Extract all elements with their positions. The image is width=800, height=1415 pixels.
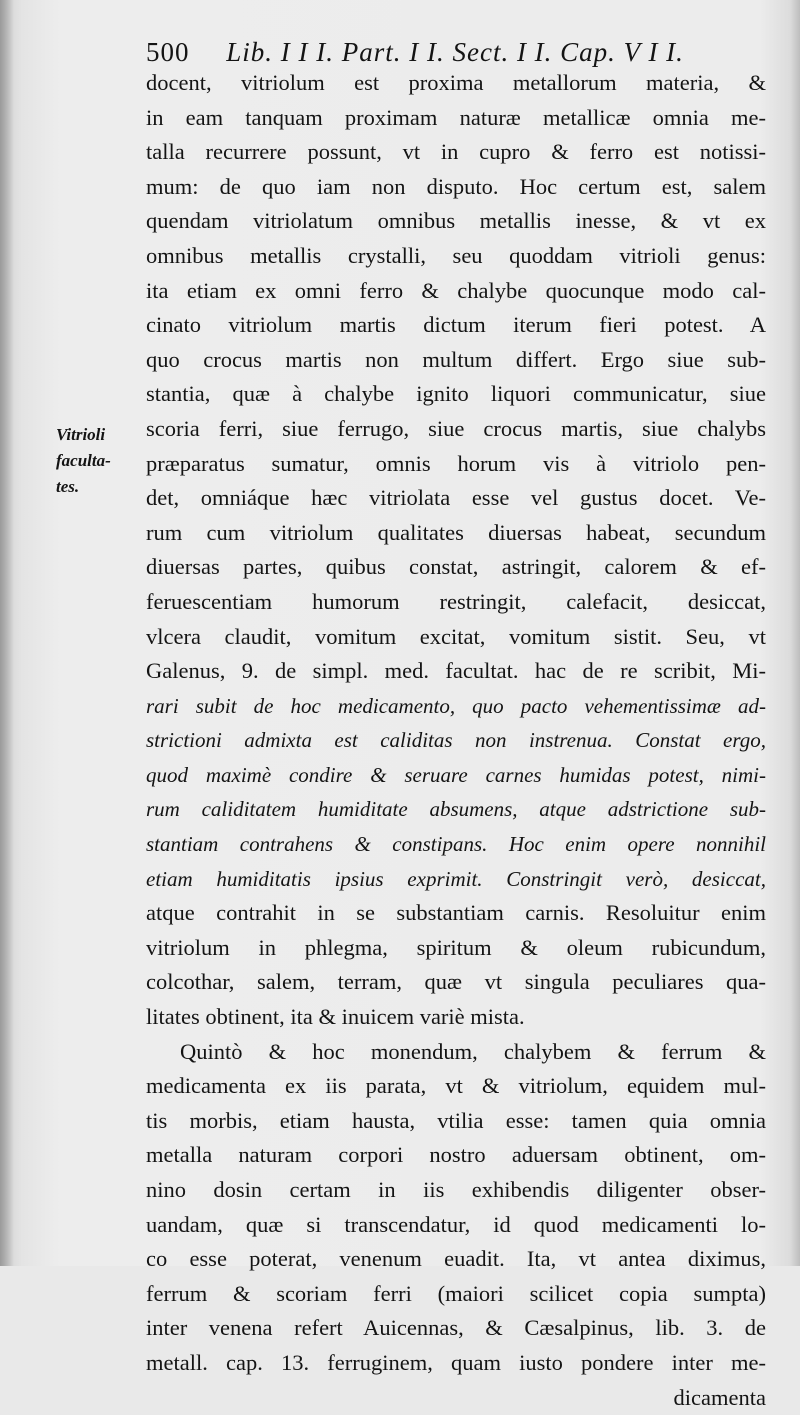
body-text: [146, 66, 766, 1415]
margin-note-line: Vitrioli: [56, 425, 106, 444]
text-line-italic: etiam humiditatis ipsius exprimit. Constringit verò, desiccat,: [146, 866, 766, 891]
margin-note: [56, 422, 146, 500]
text-line: in eam tanquam proximam naturæ metallicæ omnia me-: [146, 104, 766, 130]
paragraph-start-line: Quintò & hoc monendum, chalybem & ferrum &: [180, 1038, 766, 1064]
text-line: Galenus, 9. de simpl. med. facultat. hac de re scribit, Mi-: [146, 658, 766, 684]
text-line: litates obtinent, ita & inuicem variè mista.: [146, 1004, 525, 1030]
text-line: docent, vitriolum est proxima metallorum materia, &: [146, 70, 766, 95]
text-line: præparatus sumatur, omnis horum vis à vitriolo pen-: [146, 450, 766, 476]
text-line: metalla naturam corpori nostro aduersam obtinent, om-: [146, 1142, 766, 1168]
text-line: talla recurrere possunt, vt in cupro & ferro est notissi-: [146, 139, 766, 165]
text-line: diuersas partes, quibus constat, astringit, calorem & ef-: [146, 554, 766, 580]
page-gutter-shadow: [0, 0, 14, 1266]
text-line: tis morbis, etiam hausta, vtilia esse: tamen quia omnia: [146, 1107, 766, 1133]
text-line: atque contrahit in se substantiam carnis. Resoluitur enim: [146, 900, 766, 926]
margin-note-line: tes.: [56, 477, 80, 496]
text-line: inter venena refert Auicennas, & Cæsalpinus, lib. 3. de: [146, 1315, 766, 1341]
text-line-italic: rari subit de hoc medicamento, quo pacto vehementissimæ ad-: [146, 693, 766, 718]
text-line: mum: de quo iam non disputo. Hoc certum est, salem: [146, 173, 766, 199]
text-line-italic: quod maximè condire & seruare carnes humidas potest, nimi-: [146, 762, 766, 787]
text-line: stantia, quæ à chalybe ignito liquori communicatur, siue: [146, 381, 766, 407]
text-line: vitriolum in phlegma, spiritum & oleum rubicundum,: [146, 934, 766, 960]
text-line-italic: rum caliditatem humiditate absumens, atque adstrictione sub-: [146, 797, 766, 822]
text-line: rum cum vitriolum qualitates diuersas habeat, secundum: [146, 519, 766, 545]
catchword: dicamenta: [673, 1384, 766, 1410]
text-line: colcothar, salem, terram, quæ vt singula peculiares qua-: [146, 969, 766, 995]
margin-note-line: faculta-: [56, 451, 111, 470]
text-line: vlcera claudit, vomitum excitat, vomitum sistit. Seu, vt: [146, 623, 766, 649]
text-line: quendam vitriolatum omnibus metallis inesse, & vt ex: [146, 208, 766, 234]
text-line: co esse poterat, venenum euadit. Ita, vt antea diximus,: [146, 1246, 766, 1272]
page-header: [146, 34, 766, 70]
text-line: uandam, quæ si transcendatur, id quod medicamenti lo-: [146, 1211, 766, 1237]
text-line: ita etiam ex omni ferro & chalybe quocunque modo cal-: [146, 277, 766, 303]
text-line: metall. cap. 13. ferruginem, quam iusto pondere inter me-: [146, 1349, 766, 1375]
text-line: nino dosin certam in iis exhibendis diligenter obser-: [146, 1177, 766, 1202]
text-line-italic: stantiam contrahens & constipans. Hoc enim opere nonnihil: [146, 832, 766, 857]
text-line: scoria ferri, siue ferrugo, siue crocus martis, siue chalybs: [146, 415, 766, 441]
text-line: feruescentiam humorum restringit, calefacit, desiccat,: [146, 588, 766, 614]
text-line: cinato vitriolum martis dictum iterum fieri potest. A: [146, 312, 766, 338]
text-line-italic: strictioni admixta est caliditas non instrenua. Constat ergo,: [146, 728, 766, 753]
text-line: ferrum & scoriam ferri (maiori scilicet copia sumpta): [146, 1280, 766, 1306]
text-line: quo crocus martis non multum differt. Ergo siue sub-: [146, 346, 766, 372]
running-head: Lib. I I I. Part. I I. Sect. I I. Cap. V I I.: [226, 37, 684, 67]
page-number: 500: [146, 37, 190, 67]
text-line: omnibus metallis crystalli, seu quoddam vitrioli genus:: [146, 242, 766, 268]
text-line: det, omniáque hæc vitriolata esse vel gustus docet. Ve-: [146, 485, 766, 511]
text-line: medicamenta ex iis parata, vt & vitriolum, equidem mul-: [146, 1073, 766, 1099]
